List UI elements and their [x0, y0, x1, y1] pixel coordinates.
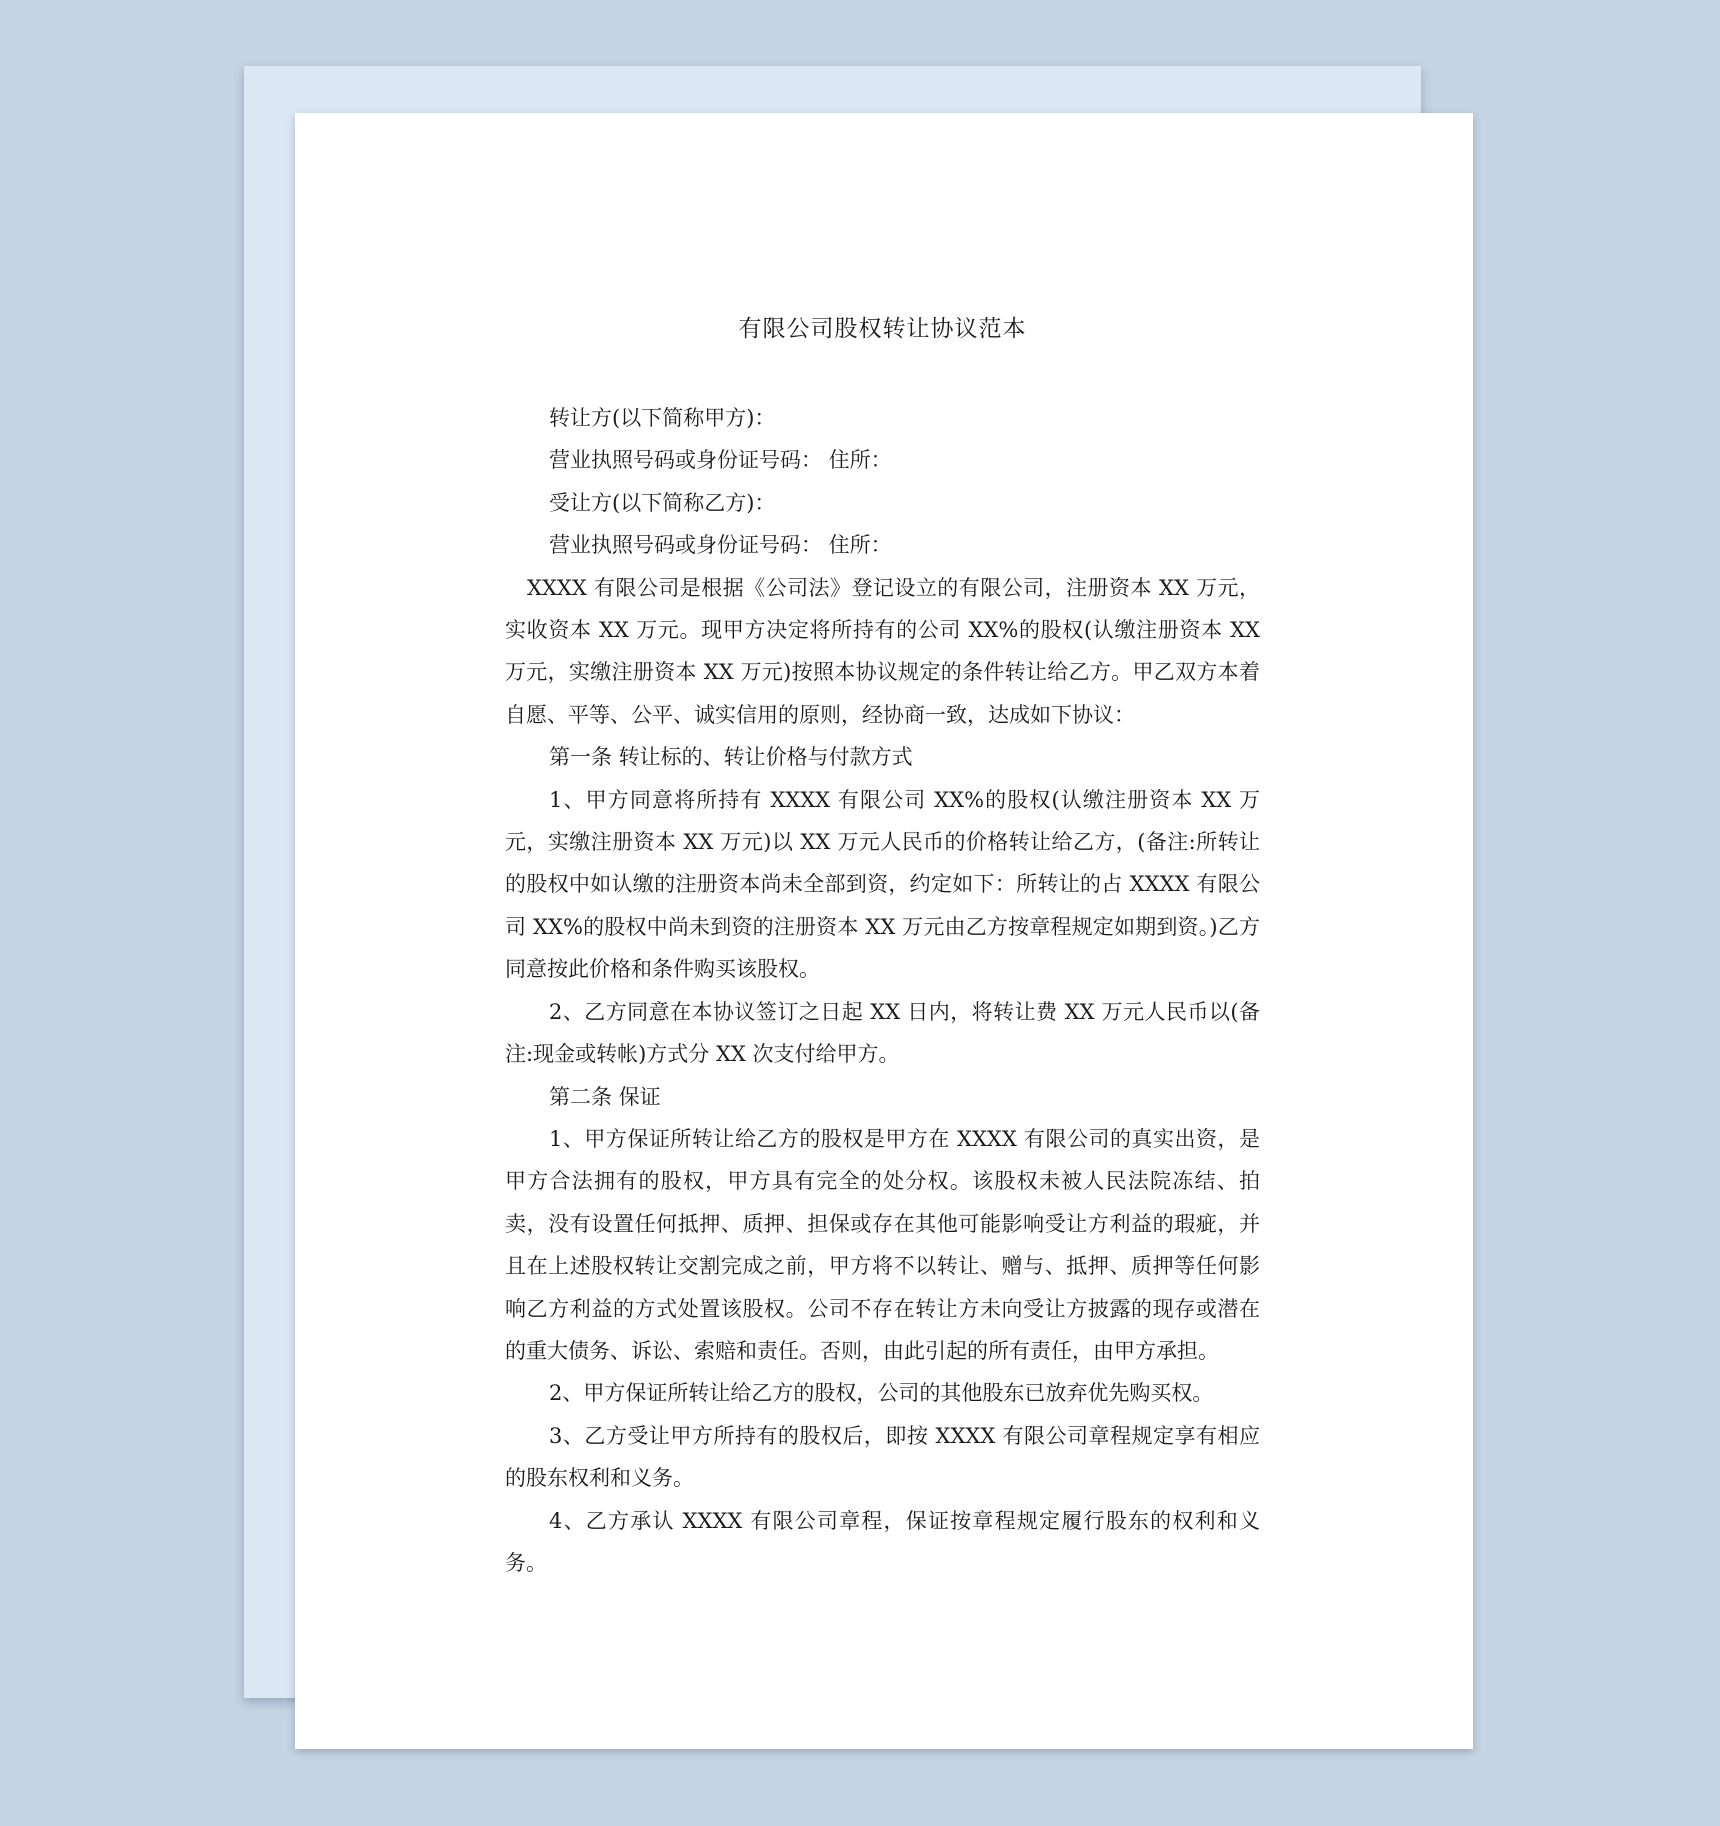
article-2-clause-4: 4、乙方承认 XXXX 有限公司章程，保证按章程规定履行股东的权利和义务。 [505, 1508, 1260, 1575]
document-page [295, 113, 1473, 1749]
document-body [505, 397, 1260, 1584]
paragraph-transferee: 受让方(以下简称乙方)： [549, 490, 776, 515]
paragraph-preamble: XXXX 有限公司是根据《公司法》登记设立的有限公司，注册资本 XX 万元，实收资本 XX 万元。现甲方决定将所持有的公司 XX%的股权(认缴注册资本 XX 万元，实缴注册资本 XX 万元)按照本协议规定的条件转让给乙方。甲乙双方本着自愿、平等、公平、诚实信用的原则，经协商一致，达成如下协议： [505, 575, 1260, 727]
paragraph-transferor: 转让方(以下简称甲方)： [549, 406, 776, 430]
article-2-clause-1: 1、甲方保证所转让给乙方的股权是甲方在 XXXX 有限公司的真实出资，是甲方合法拥有的股权，甲方具有完全的处分权。该股权未被人民法院冻结、拍卖，没有设置任何抵押、质押、担保或存在其他可能影响受让方利益的瑕疵，并且在上述股权转让交割完成之前，甲方将不以转让、赠与、抵押、质押等任何影响乙方利益的方式处置该股权。公司不存在转让方未向受让方披露的现存或潜在的重大债务、诉讼、索赔和责任。否则，由此引起的所有责任，由甲方承担。 [505, 1126, 1260, 1363]
article-2-clause-3: 3、乙方受让甲方所持有的股权后，即按 XXXX 有限公司章程规定享有相应的股东权利和义务。 [505, 1423, 1260, 1491]
article-2-heading: 第二条 保证 [549, 1084, 661, 1109]
article-1-clause-2: 2、乙方同意在本协议签订之日起 XX 日内，将转让费 XX 万元人民币以(备注:现金或转帐)方式分 XX 次支付给甲方。 [505, 999, 1260, 1067]
article-1-clause-1: 1、甲方同意将所持有 XXXX 有限公司 XX%的股权(认缴注册资本 XX 万元，实缴注册资本 XX 万元)以 XX 万元人民币的价格转让给乙方，(备注:所转让的股权中如认缴的注册资本尚未全部到资，约定如下：所转让的占 XXXX 有限公司 XX%的股权中尚未到资的注册资本 XX 万元由乙方按章程规定如期到资。)乙方同意按此价格和条件购买该股权。 [505, 787, 1260, 982]
document-title: 有限公司股权转让协议范本 [738, 316, 1027, 342]
paragraph-transferor-license: 营业执照号码或身份证号码： 住所： [549, 448, 892, 473]
paragraph-transferee-license: 营业执照号码或身份证号码： 住所： [549, 533, 892, 558]
article-1-heading: 第一条 转让标的、转让价格与付款方式 [549, 745, 913, 770]
article-2-clause-2: 2、甲方保证所转让给乙方的股权，公司的其他股东已放弃优先购买权。 [549, 1381, 1214, 1406]
